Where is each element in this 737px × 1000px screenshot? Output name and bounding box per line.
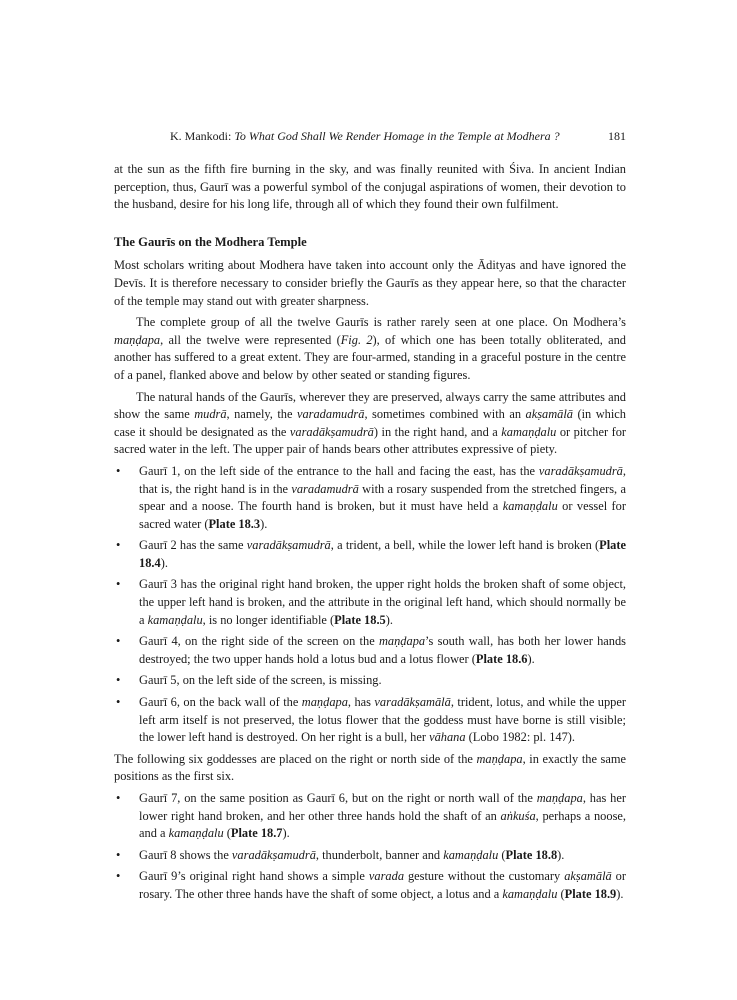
list-item	[114, 576, 626, 629]
gauri-list-north	[114, 790, 626, 904]
body-text	[114, 161, 626, 908]
plate-reference: Plate 18.7	[230, 826, 283, 841]
list-item	[114, 868, 626, 903]
page-number: 181	[608, 129, 626, 143]
intro-paragraph: at the sun as the fifth fire burning in the sky, and was finally reunited with Śiva. In ancient Indian perception, thus, Gaurī was a powerful symbol of the conjugal aspirations of women, their devotion to the husband, desire for his long life, through all of which they found their own fulfilment.	[114, 162, 626, 212]
text-run: (in which case it should be designated as the	[114, 407, 626, 439]
text-run: ).	[385, 612, 393, 627]
italic-term: varadamudrā	[291, 481, 359, 496]
figure-reference: Fig. 2	[340, 332, 373, 347]
italic-term: maṇḍapa	[476, 751, 523, 766]
section-paragraph-3	[114, 389, 626, 459]
text-run: Gaurī 7, on the same position as Gaurī 6, but on the right or north wall of the	[139, 791, 537, 805]
italic-term: akṣamālā	[525, 407, 573, 422]
list-item	[114, 847, 626, 865]
text-run: ).	[160, 555, 168, 570]
text-run: or rosary. The other three hands have the shaft of some object, a lotus and a	[139, 869, 626, 901]
text-run: or vessel for sacred water (	[139, 499, 627, 531]
text-run: ).	[616, 886, 624, 901]
text-run: (	[223, 826, 231, 841]
text-run: The complete group of all the twelve Gaurīs is rather rarely seen at one place. On Modhera’s	[136, 315, 626, 330]
text-run: , a trident, a bell, while the lower left hand is broken (	[330, 538, 600, 553]
text-run: ).	[527, 651, 535, 666]
section-paragraph-1: Most scholars writing about Modhera have taken into account only the Ādityas and have ignored the Devīs. It is therefore necessary to consider briefly the Gaurīs as they appear here, so that the character of the temple may stand out with greater sharpness.	[114, 258, 626, 308]
italic-term: varada	[368, 869, 405, 884]
text-run: (	[557, 886, 565, 901]
text-run: , all the twelve were represented (	[160, 332, 341, 347]
text-run: Gaurī 8 shows the	[139, 847, 232, 862]
text-run: Gaurī 6, on the back wall of the	[139, 695, 302, 710]
italic-term: mudrā	[194, 407, 227, 422]
text-run: ’s south wall, has both her lower hands destroyed; the two upper hands hold a lotus bud and a lotus flower (	[139, 634, 626, 666]
plate-reference: Plate 18.9	[564, 886, 617, 901]
text-run: , in exactly the same positions as the first six.	[114, 751, 626, 784]
italic-term: kamaṇḍalu	[501, 424, 557, 439]
text-run: gesture without the customary	[404, 869, 565, 884]
italic-term: kamaṇḍalu	[502, 886, 558, 901]
list-item	[114, 694, 626, 747]
gauri-list-south	[114, 463, 626, 747]
text-run: , has her lower right hand broken, and her other three hands hold the shaft of an	[139, 791, 626, 823]
header-author: K. Mankodi:	[170, 129, 232, 143]
text-run: Gaurī 9’s original right hand shows a simple	[139, 869, 369, 884]
text-run: , has	[347, 695, 375, 710]
italic-term: maṇḍapa	[301, 695, 348, 710]
text-run: , perhaps a noose, and a	[139, 808, 626, 841]
list-item	[114, 537, 626, 572]
italic-term: kamaṇḍalu	[168, 826, 224, 841]
text-run: ), of which one has been totally obliterated, and another has suffered to a great extent. They are four-armed, standing in a graceful posture in the centre of a panel, flanked above and below by other seated or standing figures.	[114, 332, 626, 382]
text-run: Gaurī 2 has the same	[139, 538, 247, 553]
text-run: , sometimes combined with an	[364, 407, 526, 422]
italic-term: varadākṣamudrā	[246, 538, 331, 553]
text-run: Gaurī 3 has the original right hand broken, the upper right holds the broken shaft of some object, the upper left hand is broken, and the attribute in the original left hand, which should normally be a	[139, 577, 626, 627]
list-item	[114, 633, 626, 668]
italic-term: maṇḍapa	[378, 634, 426, 649]
text-run: ) in the right hand, and a	[373, 424, 502, 439]
plate-reference: Plate 18.5	[334, 612, 386, 627]
running-header	[114, 128, 626, 148]
plate-reference: Plate 18.6	[475, 651, 528, 666]
italic-term: akṣamālā	[564, 869, 612, 884]
text-run: The following six goddesses are placed on the right or north side of the	[114, 751, 477, 766]
text-run: Gaurī 4, on the right side of the screen on the	[139, 634, 379, 649]
italic-term: kamaṇḍalu	[443, 847, 499, 862]
italic-term: varadākṣamālā	[374, 695, 451, 710]
italic-term: maṇḍapa	[536, 791, 583, 805]
text-run: , namely, the	[226, 407, 297, 422]
text-run: Gaurī 5, on the left side of the screen, is missing.	[139, 673, 382, 688]
text-run: Gaurī 1, on the left side of the entrance to the hall and facing the east, has the	[139, 463, 539, 478]
italic-term: varadākṣamudrā	[289, 424, 374, 439]
text-run: (	[498, 847, 506, 862]
plate-reference: Plate 18.3	[208, 516, 261, 531]
italic-term: vāhana	[429, 730, 466, 745]
text-run: The natural hands of the Gaurīs, wherever they are preserved, always carry the same attributes and show the same	[114, 389, 626, 422]
text-run: or pitcher for sacred water in the left. The upper pair of hands bears other attributes expressive of piety.	[114, 424, 627, 457]
text-run: ).	[282, 826, 290, 841]
running-head	[170, 128, 560, 146]
text-run: ).	[557, 847, 565, 862]
text-run: , trident, lotus, and while the upper left arm itself is not preserved, the lotus flower that the goddess must have borne is still visible; the lower left hand is destroyed. On her right is a bull, her	[139, 695, 627, 745]
list-item	[114, 463, 626, 533]
text-run: , thunderbolt, banner and	[315, 847, 444, 862]
italic-term: varadākṣamudrā	[538, 463, 623, 478]
italic-term: varadamudrā	[296, 407, 365, 422]
section-heading: The Gaurīs on the Modhera Temple	[114, 234, 307, 249]
text-run: with a rosary suspended from the stretched fingers, a spear and a noose. The fourth hand is broken, but it must have held a	[139, 481, 626, 514]
section-paragraph-2	[114, 314, 626, 384]
plate-reference: Plate 18.4	[139, 538, 626, 570]
italic-term: kamaṇḍalu	[147, 612, 203, 627]
transition-paragraph	[114, 751, 626, 786]
list-item	[114, 790, 626, 843]
list-item	[114, 672, 626, 690]
plate-reference: Plate 18.8	[505, 847, 558, 862]
italic-term: aṅkuśa	[500, 808, 536, 823]
header-title: To What God Shall We Render Homage in the Temple at Modhera ?	[234, 129, 560, 143]
italic-term: maṇḍapa	[114, 332, 161, 347]
text-run: ).	[260, 516, 268, 531]
text-run: , that is, the right hand is in the	[139, 463, 626, 496]
text-run: (Lobo 1982: pl. 147).	[465, 730, 576, 745]
italic-term: varadākṣamudrā	[231, 847, 316, 862]
italic-term: kamaṇḍalu	[502, 499, 558, 514]
text-run: , is no longer identifiable (	[202, 612, 335, 627]
